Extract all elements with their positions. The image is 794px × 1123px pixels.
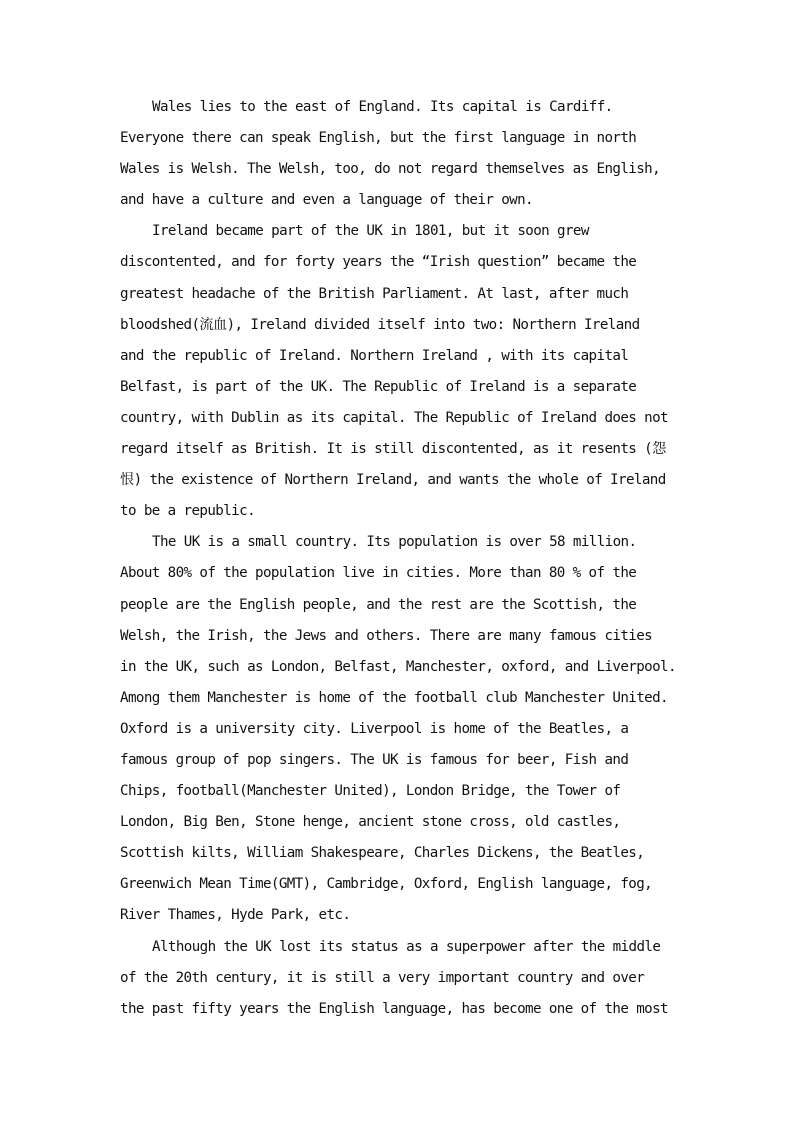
text-line: River Thames, Hyde Park, etc.: [120, 907, 351, 924]
text-line: people are the English people, and the rest are the Scottish, the: [120, 596, 637, 613]
document-body: [120, 92, 680, 1025]
text-line: to be a republic.: [120, 503, 256, 520]
text-line: Among them Manchester is home of the football club Manchester United.: [120, 689, 668, 706]
text-line: The UK is a small country. Its population is over 58 million.: [152, 534, 637, 551]
text-line: About 80% of the population live in cities. More than 80 % of the: [120, 565, 637, 582]
text-line: Everyone there can speak English, but the first language in north: [120, 130, 637, 147]
text-line: Chips, football(Manchester United), London Bridge, the Tower of: [120, 783, 621, 800]
text-line: and the republic of Ireland. Northern Ireland , with its capital: [120, 347, 629, 364]
text-line: Oxford is a university city. Liverpool is home of the Beatles, a: [120, 720, 629, 737]
text-line: London, Big Ben, Stone henge, ancient stone cross, old castles,: [120, 814, 621, 831]
text-line: Wales is Welsh. The Welsh, too, do not regard themselves as English,: [120, 161, 661, 178]
text-line: greatest headache of the British Parliament. At last, after much: [120, 285, 629, 302]
text-line: and have a culture and even a language of their own.: [120, 192, 533, 209]
text-line: Welsh, the Irish, the Jews and others. There are many famous cities: [120, 627, 653, 644]
text-line: country, with Dublin as its capital. The Republic of Ireland does not: [120, 409, 668, 426]
text-line: Wales lies to the east of England. Its capital is Cardiff.: [152, 99, 613, 115]
text-line: in the UK, such as London, Belfast, Manchester, oxford, and Liverpool.: [120, 658, 676, 675]
text-line: Greenwich Mean Time(GMT), Cambridge, Oxford, English language, fog,: [120, 876, 653, 893]
text-line: Ireland became part of the UK in 1801, but it soon grew: [152, 223, 589, 240]
text-line: discontented, and for forty years the “Irish question” became the: [120, 254, 637, 271]
text-line: Belfast, is part of the UK. The Republic of Ireland is a separate: [120, 378, 637, 395]
text-line: bloodshed(流血), Ireland divided itself into two: Northern Ireland: [120, 316, 640, 333]
text-line: Scottish kilts, William Shakespeare, Charles Dickens, the Beatles,: [120, 845, 645, 862]
text-line: of the 20th century, it is still a very important country and over: [120, 969, 645, 986]
text-line: 恨) the existence of Northern Ireland, and wants the whole of Ireland: [120, 472, 666, 489]
text-line: the past fifty years the English language, has become one of the most: [120, 1000, 668, 1017]
text-line: Although the UK lost its status as a superpower after the middle: [152, 938, 661, 955]
text-line: famous group of pop singers. The UK is famous for beer, Fish and: [120, 751, 629, 768]
text-line: regard itself as British. It is still discontented, as it resents (怨: [120, 441, 666, 458]
